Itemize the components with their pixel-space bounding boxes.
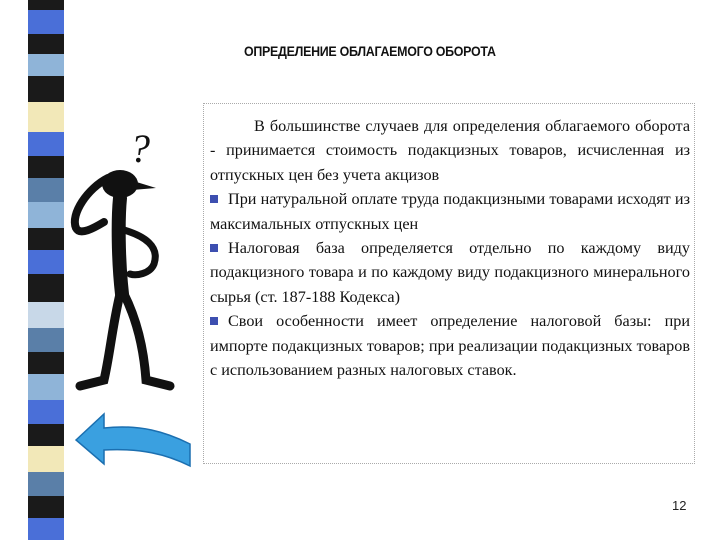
square-bullet-icon [210, 317, 218, 325]
paragraph-intro: В большинстве случаев для определения облагаемого оборота - принимается стоимость подакцизных товаров, исчисленная из отпускных цен без учета акцизов [210, 117, 690, 184]
square-bullet-icon [210, 195, 218, 203]
curved-arrow-icon [70, 410, 195, 470]
bullet-text: Свои особенности имеет определение налоговой базы: при импорте подакцизных товаров; при реализации подакцизных товаров с использованием разных налоговых ставок. [210, 312, 690, 380]
bullet-item [210, 187, 690, 236]
bullet-text: Налоговая база определяется отдельно по каждому виду подакцизного товара и по каждому виду подакцизного минерального сырья (ст. 187-188 Кодекса) [210, 239, 690, 306]
bullet-item [210, 309, 690, 382]
bullet-item [210, 236, 690, 309]
page-number: 12 [672, 498, 687, 513]
slide-title: ОПРЕДЕЛЕНИЕ ОБЛАГАЕМОГО ОБОРОТА [244, 44, 496, 59]
slide-body [210, 114, 690, 382]
bullet-text: При натуральной оплате труда подакцизными товарами исходят из максимальных отпускных цен [210, 190, 690, 233]
svg-text:?: ? [130, 126, 150, 171]
decorative-stripe [28, 0, 64, 540]
square-bullet-icon [210, 244, 218, 252]
